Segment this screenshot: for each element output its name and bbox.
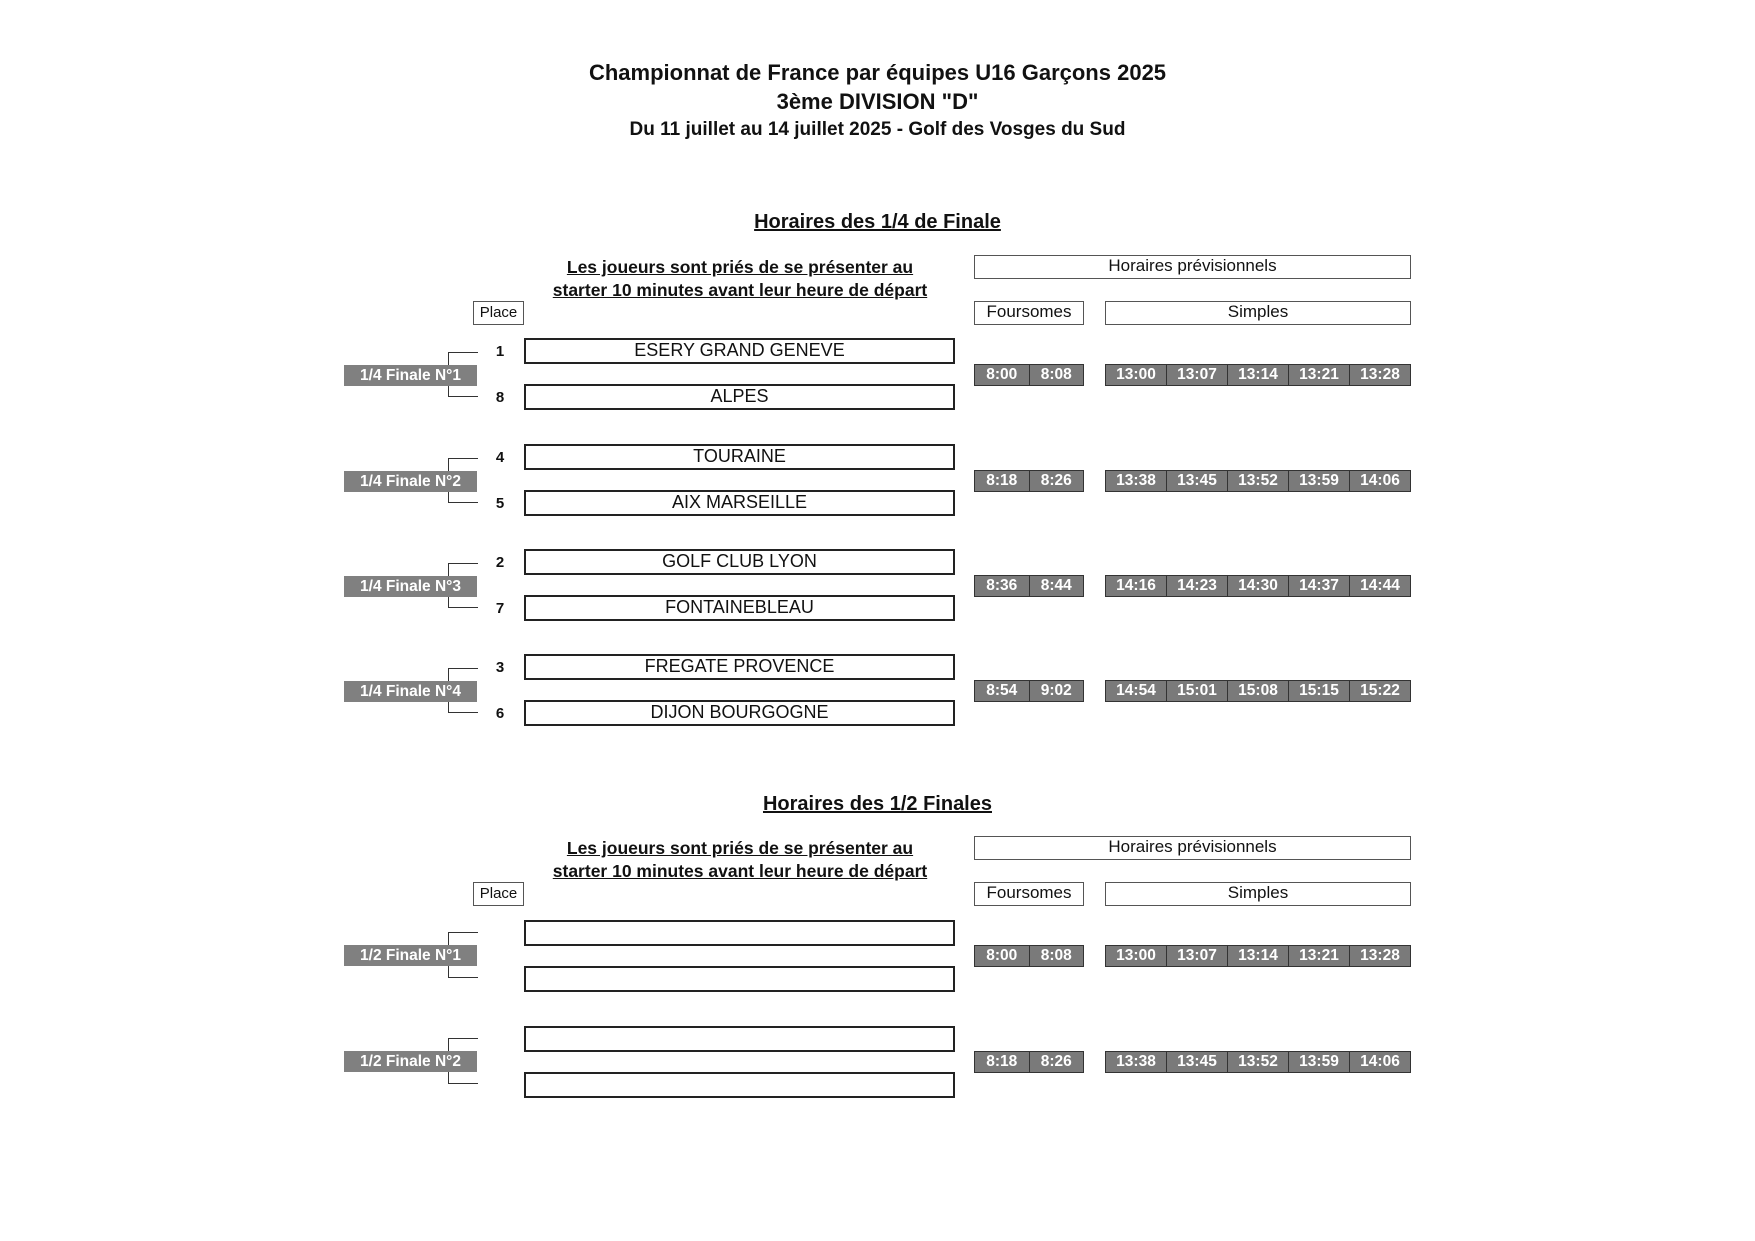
team-box-empty: [524, 1026, 955, 1052]
match-label: 1/2 Finale N°2: [344, 1051, 477, 1072]
tee-time: 8:00: [975, 365, 1030, 385]
simples-header: Simples: [1105, 882, 1411, 906]
tee-time: 14:54: [1106, 681, 1167, 701]
dates-venue: Du 11 juillet au 14 juillet 2025 - Golf des Vosges du Sud: [629, 119, 1126, 140]
tee-time: 13:21: [1289, 946, 1350, 966]
tee-time: 8:08: [1040, 947, 1072, 964]
seed-number: 5: [495, 495, 505, 512]
simples-times: [1105, 470, 1411, 492]
team-box: ALPES: [524, 384, 955, 410]
seed-number: 4: [495, 449, 505, 466]
team-box-empty: [524, 1072, 955, 1098]
tee-time: 13:59: [1289, 471, 1350, 491]
seed-number: 7: [495, 600, 505, 617]
team-box: FREGATE PROVENCE: [524, 654, 955, 680]
seed-number: 1: [495, 343, 505, 360]
tee-time: 13:07: [1167, 365, 1228, 385]
seed-number: 6: [495, 705, 505, 722]
foursomes-times: [974, 1051, 1084, 1073]
tee-time: 13:07: [1167, 946, 1228, 966]
tee-time: 13:28: [1360, 947, 1400, 964]
tee-time: 13:52: [1228, 1052, 1289, 1072]
tee-time: 14:06: [1360, 472, 1400, 489]
seed-number: 3: [495, 659, 505, 676]
tee-time: 14:23: [1167, 576, 1228, 596]
team-box: ESERY GRAND GENEVE: [524, 338, 955, 364]
players-notice: [520, 256, 960, 302]
schedule-header: Horaires prévisionnels: [974, 255, 1411, 279]
tee-time: 8:18: [975, 1052, 1030, 1072]
tee-time: 8:00: [975, 946, 1030, 966]
tee-time: 14:37: [1289, 576, 1350, 596]
seed-number: 8: [495, 389, 505, 406]
tee-time: 14:16: [1106, 576, 1167, 596]
foursomes-header: Foursomes: [974, 301, 1084, 325]
tee-time: 13:45: [1167, 471, 1228, 491]
team-box-empty: [524, 920, 955, 946]
simples-header: Simples: [1105, 301, 1411, 325]
match-label: 1/2 Finale N°1: [344, 945, 477, 966]
tee-time: 13:38: [1106, 471, 1167, 491]
tee-time: 8:26: [1040, 472, 1072, 489]
place-header: Place: [473, 882, 524, 906]
team-box: AIX MARSEILLE: [524, 490, 955, 516]
notice-line-2: starter 10 minutes avant leur heure de départ: [552, 861, 928, 881]
tee-time: 13:14: [1228, 946, 1289, 966]
tee-time: 14:30: [1228, 576, 1289, 596]
foursomes-times: [974, 680, 1084, 702]
schedule-header: Horaires prévisionnels: [974, 836, 1411, 860]
foursomes-header: Foursomes: [974, 882, 1084, 906]
tee-time: 13:38: [1106, 1052, 1167, 1072]
tee-time: 8:26: [1040, 1053, 1072, 1070]
notice-line-2: starter 10 minutes avant leur heure de départ: [552, 280, 928, 300]
match-label: 1/4 Finale N°1: [344, 365, 477, 386]
tee-time: 15:08: [1228, 681, 1289, 701]
notice-line-1: Les joueurs sont priés de se présenter au: [566, 257, 914, 277]
foursomes-times: [974, 575, 1084, 597]
tee-time: 15:15: [1289, 681, 1350, 701]
tee-time: 14:44: [1360, 577, 1400, 594]
tee-time: 8:08: [1040, 366, 1072, 383]
simples-times: [1105, 680, 1411, 702]
tee-time: 9:02: [1040, 682, 1072, 699]
match-label: 1/4 Finale N°4: [344, 681, 477, 702]
place-header: Place: [473, 301, 524, 325]
team-box: GOLF CLUB LYON: [524, 549, 955, 575]
section-title-semi-finals: Horaires des 1/2 Finales: [762, 793, 992, 815]
section-title-quarter-finals: Horaires des 1/4 de Finale: [754, 211, 1001, 233]
players-notice: [520, 837, 960, 883]
tee-time: 8:36: [975, 576, 1030, 596]
division-title: 3ème DIVISION "D": [776, 89, 979, 114]
notice-line-1: Les joueurs sont priés de se présenter au: [566, 838, 914, 858]
tee-time: 13:28: [1360, 366, 1400, 383]
match-label: 1/4 Finale N°3: [344, 576, 477, 597]
seed-number: 2: [495, 554, 505, 571]
tee-time: 8:44: [1040, 577, 1072, 594]
tee-time: 13:00: [1106, 365, 1167, 385]
tee-time: 14:06: [1360, 1053, 1400, 1070]
tee-time: 15:22: [1360, 682, 1400, 699]
team-box: FONTAINEBLEAU: [524, 595, 955, 621]
foursomes-times: [974, 364, 1084, 386]
document-title: Championnat de France par équipes U16 Garçons 2025: [588, 60, 1167, 85]
tee-time: 13:52: [1228, 471, 1289, 491]
tee-time: 8:18: [975, 471, 1030, 491]
tee-time: 8:54: [975, 681, 1030, 701]
tee-time: 13:00: [1106, 946, 1167, 966]
simples-times: [1105, 364, 1411, 386]
tee-time: 13:21: [1289, 365, 1350, 385]
simples-times: [1105, 575, 1411, 597]
match-label: 1/4 Finale N°2: [344, 471, 477, 492]
tee-time: 13:14: [1228, 365, 1289, 385]
team-box: DIJON BOURGOGNE: [524, 700, 955, 726]
team-box: TOURAINE: [524, 444, 955, 470]
simples-times: [1105, 945, 1411, 967]
foursomes-times: [974, 470, 1084, 492]
foursomes-times: [974, 945, 1084, 967]
team-box-empty: [524, 966, 955, 992]
tee-time: 15:01: [1167, 681, 1228, 701]
tee-time: 13:45: [1167, 1052, 1228, 1072]
tee-time: 13:59: [1289, 1052, 1350, 1072]
simples-times: [1105, 1051, 1411, 1073]
